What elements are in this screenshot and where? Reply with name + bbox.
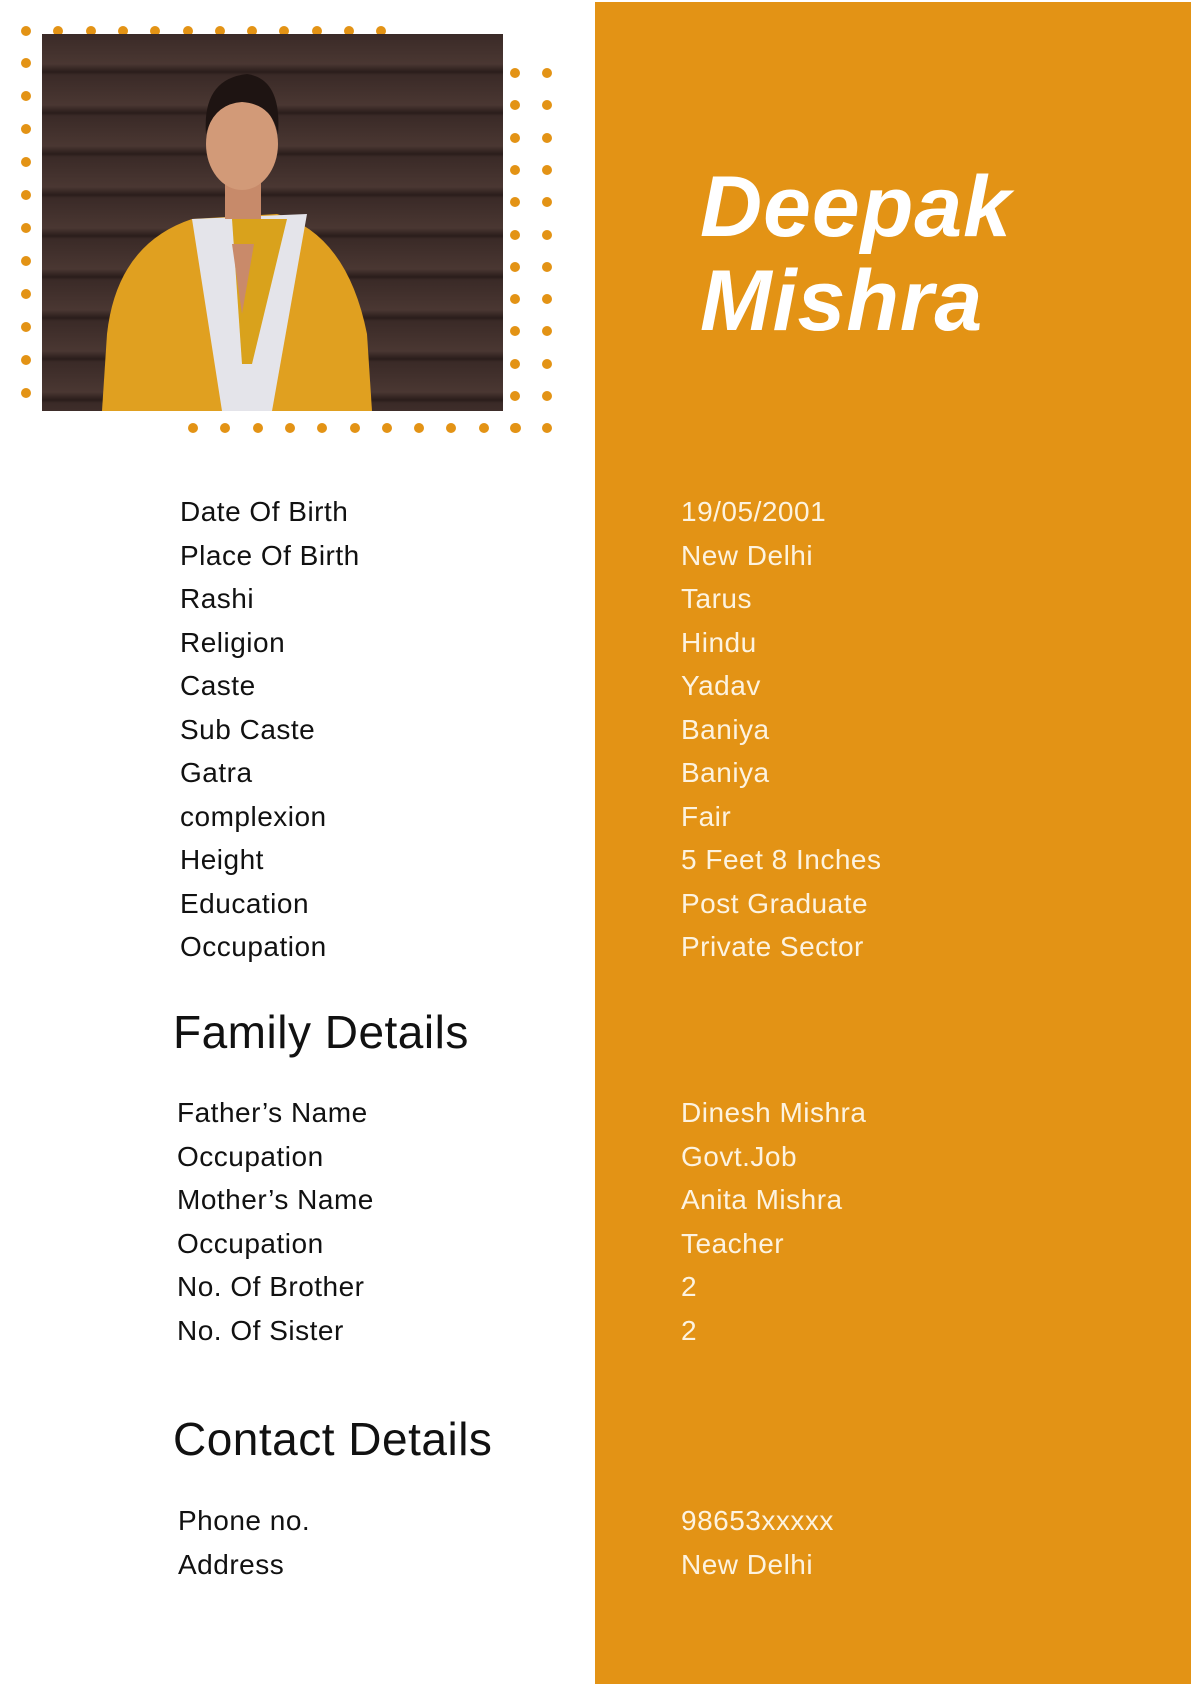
field-label: Date Of Birth: [180, 496, 349, 527]
field-value: 5 Feet 8 Inches: [681, 844, 882, 875]
field-label: No. Of Sister: [177, 1314, 344, 1346]
dot: [446, 423, 456, 433]
dot: [511, 423, 521, 433]
dot: [542, 100, 552, 110]
dot: [21, 91, 31, 101]
field-value: Dinesh Mishra: [681, 1097, 867, 1128]
dot: [21, 355, 31, 365]
dot: [542, 230, 552, 240]
field-value: Baniya: [681, 757, 770, 788]
dot: [542, 262, 552, 272]
dot: [510, 133, 520, 143]
field-value: Hindu: [681, 626, 757, 658]
dot: [542, 391, 552, 401]
field-value: Yadav: [681, 670, 761, 701]
field-value: New Delhi: [681, 539, 814, 571]
profile-photo: [42, 34, 503, 411]
field-label: No. Of Brother: [177, 1271, 365, 1302]
dot: [21, 223, 31, 233]
dot: [510, 230, 520, 240]
field-value: Baniya: [681, 713, 770, 745]
first-name: Deepak: [700, 159, 1012, 255]
dot: [21, 58, 31, 68]
profile-name: [700, 160, 1012, 348]
dot: [21, 124, 31, 134]
field-label: complexion: [180, 800, 327, 832]
dot: [510, 262, 520, 272]
dot: [510, 294, 520, 304]
field-label: Phone no.: [178, 1505, 311, 1536]
dot: [21, 322, 31, 332]
dot: [510, 326, 520, 336]
dot: [542, 423, 552, 433]
dot: [510, 359, 520, 369]
dot: [510, 100, 520, 110]
dot: [542, 133, 552, 143]
field-label: Religion: [180, 626, 286, 658]
dot: [21, 190, 31, 200]
field-label: Occupation: [180, 931, 327, 962]
dot: [220, 423, 230, 433]
person-illustration: [42, 34, 503, 411]
field-label: Gatra: [180, 757, 253, 788]
dot: [21, 388, 31, 398]
field-label: Father’s Name: [177, 1097, 368, 1128]
field-label: Place Of Birth: [180, 539, 360, 571]
field-label: Caste: [180, 670, 256, 701]
family-details-heading: Family Details: [173, 1006, 469, 1058]
dot: [350, 423, 360, 433]
dot: [510, 165, 520, 175]
dot: [253, 423, 263, 433]
dot: [510, 68, 520, 78]
contact-details-heading: Contact Details: [173, 1413, 493, 1465]
dot: [21, 157, 31, 167]
dot: [542, 359, 552, 369]
dot: [414, 423, 424, 433]
dot: [542, 165, 552, 175]
field-label: Occupation: [177, 1140, 324, 1172]
field-label: Rashi: [180, 583, 255, 614]
field-value: 2: [681, 1314, 698, 1346]
field-label: Sub Caste: [180, 713, 316, 745]
field-value: Post Graduate: [681, 887, 869, 919]
dot: [542, 294, 552, 304]
dot: [542, 326, 552, 336]
field-label: Mother’s Name: [177, 1184, 374, 1215]
dot: [510, 197, 520, 207]
field-value: New Delhi: [681, 1548, 814, 1580]
field-label: Address: [178, 1548, 285, 1580]
dot: [542, 197, 552, 207]
dot: [510, 391, 520, 401]
field-value: Fair: [681, 800, 732, 832]
field-value: Tarus: [681, 583, 752, 614]
field-value: Govt.Job: [681, 1140, 798, 1172]
dot: [479, 423, 489, 433]
field-value: 19/05/2001: [681, 496, 827, 527]
dot: [21, 26, 31, 36]
dot: [317, 423, 327, 433]
field-label: Height: [180, 844, 264, 875]
field-label: Occupation: [177, 1227, 324, 1259]
dot: [21, 256, 31, 266]
field-value: Teacher: [681, 1227, 785, 1259]
field-value: 98653xxxxx: [681, 1505, 834, 1536]
dot: [382, 423, 392, 433]
dot: [542, 68, 552, 78]
field-value: 2: [681, 1271, 698, 1302]
dot: [21, 289, 31, 299]
dot: [285, 423, 295, 433]
field-value: Anita Mishra: [681, 1184, 843, 1215]
last-name: Mishra: [700, 253, 984, 349]
field-label: Education: [180, 887, 310, 919]
dot: [188, 423, 198, 433]
field-value: Private Sector: [681, 931, 864, 962]
